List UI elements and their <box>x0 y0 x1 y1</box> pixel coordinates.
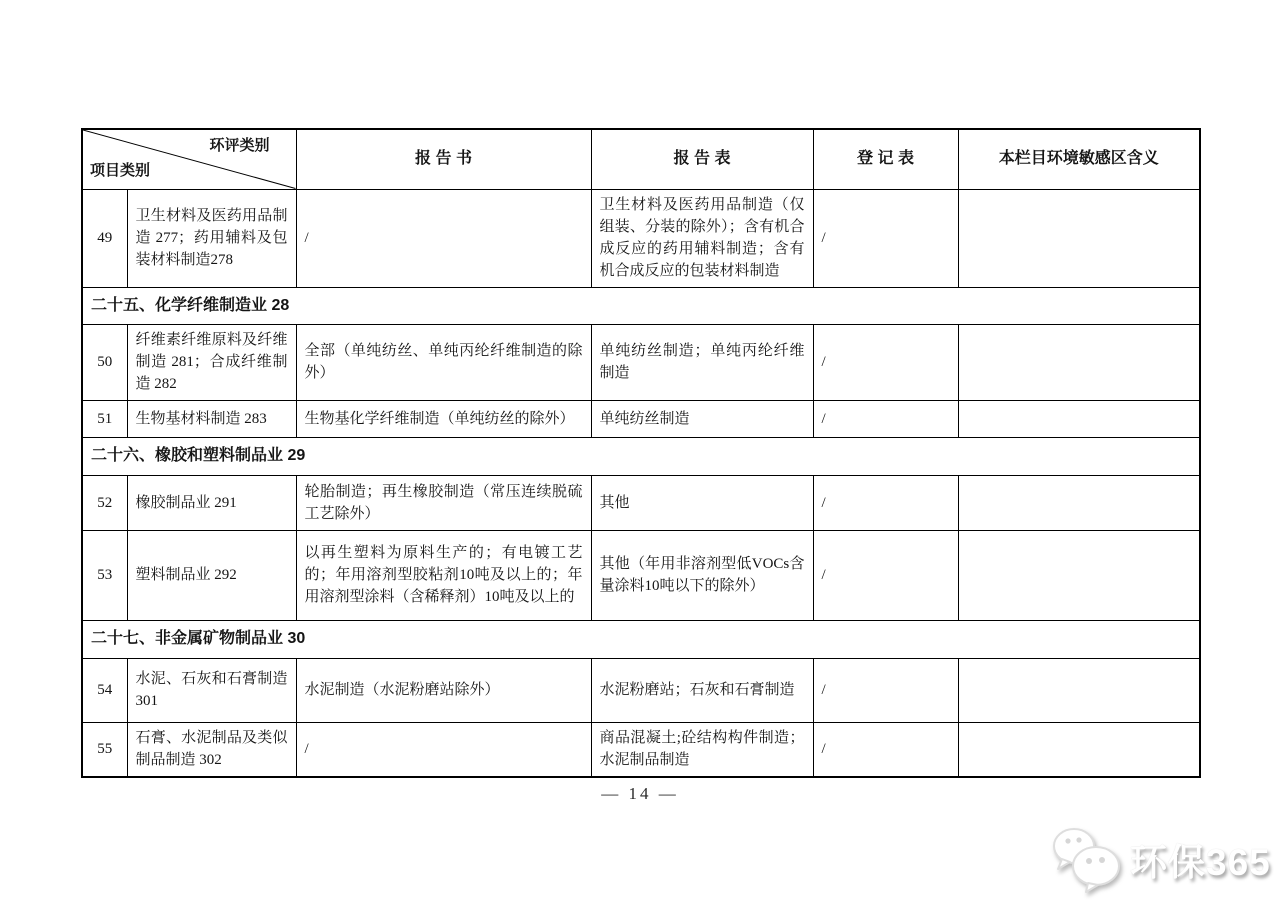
project-category-cell: 生物基材料制造 283 <box>127 400 296 437</box>
header-registration-form: 登 记 表 <box>813 129 958 189</box>
report-book-cell: / <box>296 722 591 777</box>
table-header-row <box>82 129 1200 189</box>
section-title: 二十五、化学纤维制造业 28 <box>82 287 1200 324</box>
report-book-cell: / <box>296 189 591 287</box>
report-book-cell: 水泥制造（水泥粉磨站除外） <box>296 658 591 722</box>
section-header-row <box>82 620 1200 658</box>
registration-form-cell: / <box>813 530 958 620</box>
report-book-cell: 全部（单纯纺丝、单纯丙纶纤维制造的除外） <box>296 324 591 400</box>
table-row <box>82 658 1200 722</box>
project-category-cell: 纤维素纤维原料及纤维制造 281；合成纤维制造 282 <box>127 324 296 400</box>
sensitive-area-meaning-cell <box>958 475 1200 530</box>
registration-form-cell: / <box>813 189 958 287</box>
eia-category-table <box>81 128 1201 778</box>
watermark-text: 环保365 <box>1130 842 1271 883</box>
project-category-cell: 橡胶制品业 291 <box>127 475 296 530</box>
registration-form-cell: / <box>813 658 958 722</box>
report-form-cell: 其他 <box>591 475 813 530</box>
registration-form-cell: / <box>813 400 958 437</box>
report-form-cell: 商品混凝土;砼结构构件制造；水泥制品制造 <box>591 722 813 777</box>
table-row <box>82 530 1200 620</box>
row-number: 52 <box>82 475 127 530</box>
project-category-cell: 石膏、水泥制品及类似制品制造 302 <box>127 722 296 777</box>
row-number: 53 <box>82 530 127 620</box>
sensitive-area-meaning-cell <box>958 722 1200 777</box>
section-header-row <box>82 437 1200 475</box>
sensitive-area-meaning-cell <box>958 530 1200 620</box>
section-title: 二十七、非金属矿物制品业 30 <box>82 620 1200 658</box>
row-number: 49 <box>82 189 127 287</box>
project-category-cell: 卫生材料及医药用品制造 277；药用辅料及包装材料制造278 <box>127 189 296 287</box>
report-form-cell: 单纯纺丝制造 <box>591 400 813 437</box>
table-row <box>82 722 1200 777</box>
row-number: 50 <box>82 324 127 400</box>
diagonal-header-cell <box>82 129 296 189</box>
row-number: 55 <box>82 722 127 777</box>
project-category-cell: 水泥、石灰和石膏制造 301 <box>127 658 296 722</box>
watermark <box>1048 820 1273 898</box>
table-row <box>82 189 1200 287</box>
registration-form-cell: / <box>813 722 958 777</box>
registration-form-cell: / <box>813 475 958 530</box>
report-book-cell: 生物基化学纤维制造（单纯纺丝的除外） <box>296 400 591 437</box>
report-form-cell: 单纯纺丝制造；单纯丙纶纤维制造 <box>591 324 813 400</box>
report-book-cell: 轮胎制造；再生橡胶制造（常压连续脱硫工艺除外） <box>296 475 591 530</box>
registration-form-cell: / <box>813 324 958 400</box>
table-row <box>82 475 1200 530</box>
section-title: 二十六、橡胶和塑料制品业 29 <box>82 437 1200 475</box>
header-report-book: 报 告 书 <box>296 129 591 189</box>
row-number: 54 <box>82 658 127 722</box>
row-number: 51 <box>82 400 127 437</box>
table-row <box>82 324 1200 400</box>
header-report-form: 报 告 表 <box>591 129 813 189</box>
page-number: — 14 — <box>601 784 679 803</box>
sensitive-area-meaning-cell <box>958 658 1200 722</box>
sensitive-area-meaning-cell <box>958 324 1200 400</box>
section-header-row <box>82 287 1200 324</box>
header-eia-category-label: 环评类别 <box>209 137 270 154</box>
wechat-bubbles-icon <box>1048 824 1122 894</box>
sensitive-area-meaning-cell <box>958 189 1200 287</box>
report-form-cell: 水泥粉磨站；石灰和石膏制造 <box>591 658 813 722</box>
sensitive-area-meaning-cell <box>958 400 1200 437</box>
report-book-cell: 以再生塑料为原料生产的；有电镀工艺的；年用溶剂型胶粘剂10吨及以上的；年用溶剂型涂料（含稀释剂）10吨及以上的 <box>296 530 591 620</box>
project-category-cell: 塑料制品业 292 <box>127 530 296 620</box>
header-sensitive-area-meaning: 本栏目环境敏感区含义 <box>958 129 1200 189</box>
table-row <box>82 400 1200 437</box>
header-project-category-label: 项目类别 <box>90 161 151 179</box>
report-form-cell: 卫生材料及医药用品制造（仅组装、分装的除外）；含有机合成反应的药用辅料制造；含有机合成反应的包装材料制造 <box>591 189 813 287</box>
report-form-cell: 其他（年用非溶剂型低VOCs含量涂料10吨以下的除外） <box>591 530 813 620</box>
